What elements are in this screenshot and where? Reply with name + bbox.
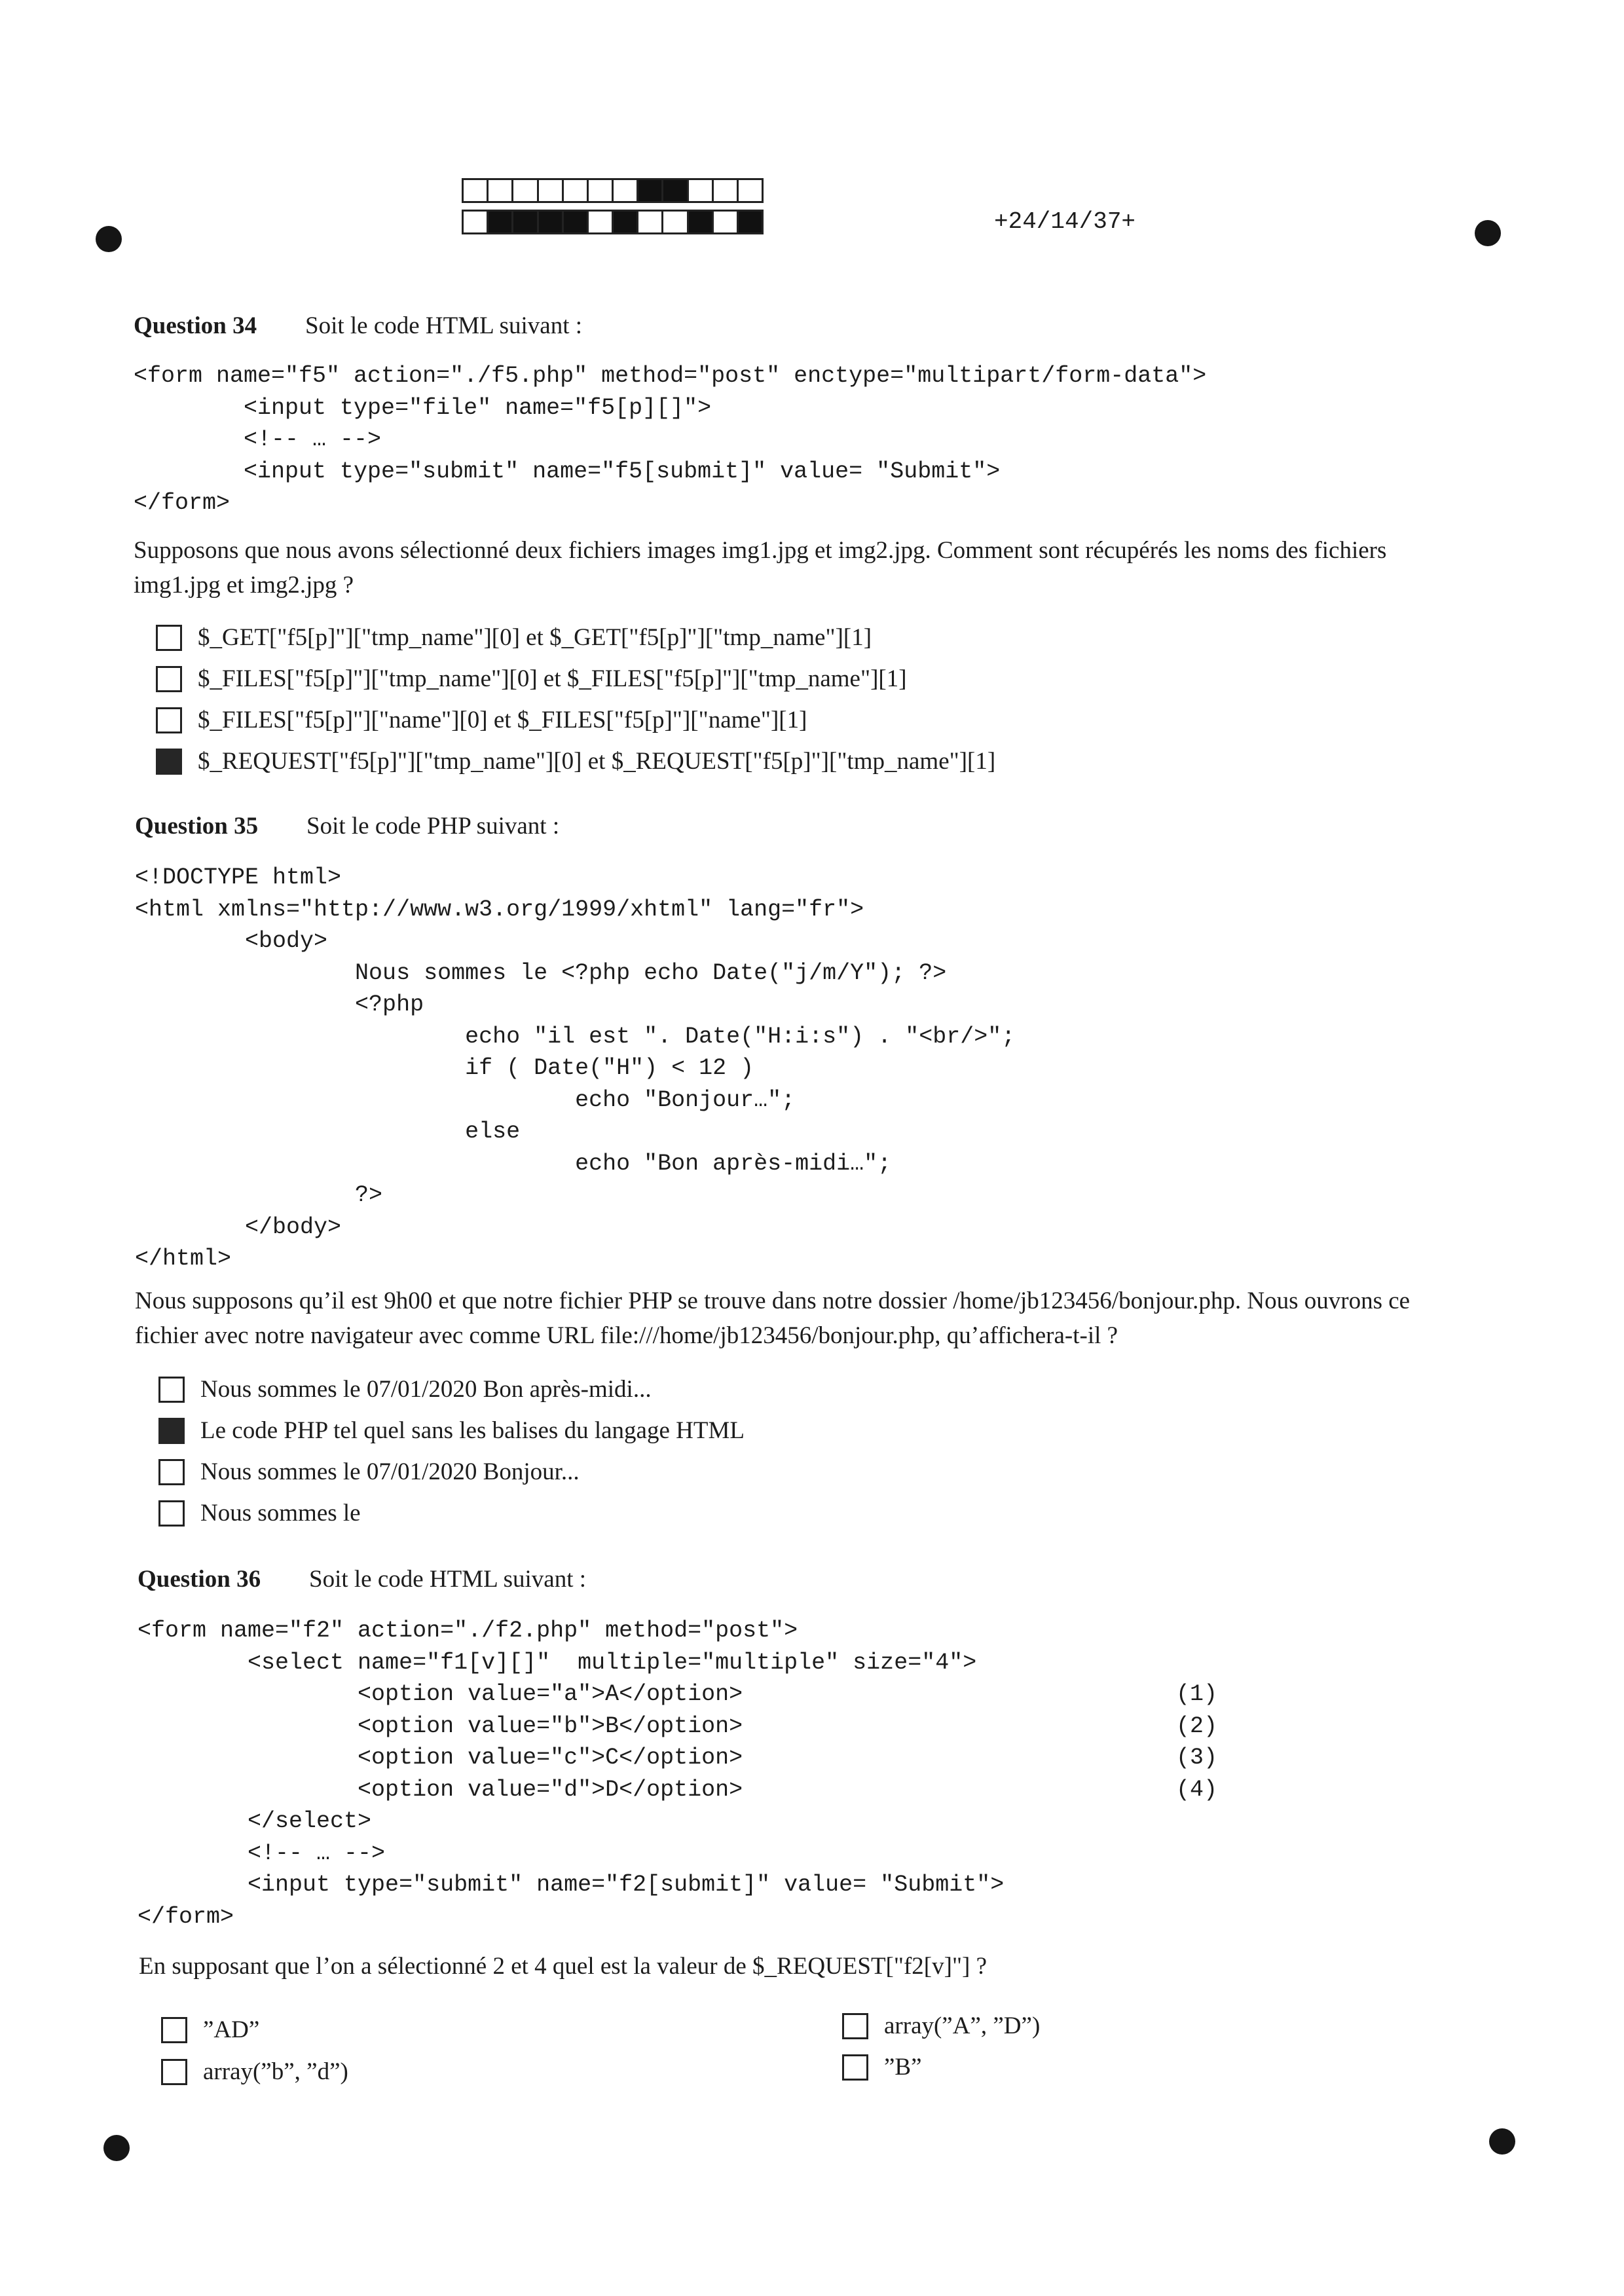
question-35-text: Nous supposons qu’il est 9h00 et que notre fichier PHP se trouve dans notre dossier /home/jb123456/bonjour.php. Nous ouvrons ce fichier avec notre navigateur avec comme URL file:///home/jb123456/bonjour.php, qu’affichera-t-il ? [135, 1287, 1411, 1349]
checkbox[interactable] [161, 2017, 187, 2043]
line-number: (2) [1176, 1713, 1218, 1739]
option-label: Nous sommes le [200, 1500, 361, 1527]
checkbox[interactable] [158, 1459, 185, 1485]
option-label: Le code PHP tel quel sans les balises du langage HTML [200, 1417, 745, 1444]
barcode-row-bottom [464, 210, 764, 234]
option-label: $_FILES["f5[p]"]["tmp_name"][0] et $_FILES["f5[p]"]["tmp_name"][1] [198, 665, 907, 692]
question-34-code: <form name="f5" action="./f5.php" method="post" enctype="multipart/form-data"> <input type="file" name="f5[p][]"> <!-- … --> <input type="submit" name="f5[submit]" value= "Submit"> </form> [134, 363, 1207, 516]
question-35-option-4[interactable] [158, 1499, 361, 1527]
option-label: array(”b”, ”d”) [203, 2058, 348, 2085]
option-label: $_GET["f5[p]"]["tmp_name"][0] et $_GET["f5[p]"]["tmp_name"][1] [198, 624, 872, 651]
option-label: $_REQUEST["f5[p]"]["tmp_name"][0] et $_REQUEST["f5[p]"]["tmp_name"][1] [198, 748, 996, 775]
checkbox[interactable] [156, 625, 182, 651]
question-35-option-1[interactable] [158, 1375, 652, 1403]
registration-mark-bottom-left [103, 2135, 130, 2161]
checkbox[interactable] [842, 2054, 868, 2081]
question-36-option-3[interactable] [842, 2012, 1040, 2040]
question-intro: Soit le code HTML suivant : [309, 1566, 587, 1593]
checkbox[interactable] [161, 2059, 187, 2085]
question-34-option-2[interactable] [156, 665, 907, 693]
question-36-option-4[interactable] [842, 2053, 922, 2081]
line-number: (4) [1176, 1776, 1218, 1803]
question-number: Question 34 [134, 312, 257, 339]
question-36-option-2[interactable] [161, 2058, 348, 2086]
option-label: ”B” [884, 2054, 922, 2081]
option-label: array(”A”, ”D”) [884, 2012, 1041, 2039]
question-35-option-2[interactable] [158, 1416, 745, 1445]
option-label: Nous sommes le 07/01/2020 Bonjour... [200, 1458, 580, 1485]
question-36-option-1[interactable] [161, 2016, 259, 2044]
question-34-heading [134, 312, 582, 340]
checkbox-checked[interactable] [158, 1418, 185, 1444]
checkbox-checked[interactable] [156, 749, 182, 775]
question-35-option-3[interactable] [158, 1458, 580, 1486]
checkbox[interactable] [842, 2013, 868, 2039]
question-number: Question 35 [135, 813, 259, 840]
page-id: +24/14/37+ [994, 208, 1136, 235]
option-label: $_FILES["f5[p]"]["name"][0] et $_FILES["f5[p]"]["name"][1] [198, 707, 807, 733]
checkbox[interactable] [156, 707, 182, 733]
line-number: (3) [1176, 1745, 1218, 1771]
question-34-option-3[interactable] [156, 706, 807, 734]
checkbox[interactable] [158, 1377, 185, 1403]
question-intro: Soit le code HTML suivant : [305, 312, 583, 339]
registration-mark-top-right [1475, 220, 1501, 246]
question-36-code: <form name="f2" action="./f2.php" method="post"> <select name="f1[v][]" multiple="multiple" size="4"> <option value="a">A</option> <option value="b">B</option> <option value="c">C</option> <option value="d">D</option> </select> <!-- … --> <input type="submit" name="f2[submit]" value= "Submit"> </form> [138, 1618, 1005, 1930]
question-36-heading [138, 1565, 586, 1593]
question-34-text: Supposons que nous avons sélectionné deux fichiers images img1.jpg et img2.jpg. Comment sont récupérés les noms des fichiers img1.jpg et img2.jpg ? [134, 537, 1387, 599]
checkbox[interactable] [156, 666, 182, 692]
question-number: Question 36 [138, 1566, 261, 1593]
registration-mark-bottom-right [1489, 2128, 1515, 2155]
line-number: (1) [1176, 1681, 1218, 1707]
option-label: Nous sommes le 07/01/2020 Bon après-midi... [200, 1376, 652, 1403]
question-36-text: En supposant que l’on a sélectionné 2 et 4 quel est la valeur de $_REQUEST["f2[v]"] ? [139, 1953, 987, 1980]
barcode-row-top [464, 178, 764, 203]
question-34-option-1[interactable] [156, 623, 872, 652]
question-34-option-4[interactable] [156, 747, 995, 775]
option-line-numbers [1176, 1678, 1217, 1805]
option-label: ”AD” [203, 2016, 260, 2043]
question-35-heading [135, 812, 559, 840]
question-intro: Soit le code PHP suivant : [306, 813, 560, 840]
checkbox[interactable] [158, 1500, 185, 1527]
registration-mark-top-left [96, 226, 122, 252]
question-35-code: <!DOCTYPE html> <html xmlns="http://www.w3.org/1999/xhtml" lang="fr"> <body> Nous sommes le <?php echo Date("j/m/Y"); ?> <?php echo "il est ". Date("H:i:s") . "<br/>"; if ( Date("H") < 12 ) echo "Bonjour…"; else echo "Bon après-midi…"; ?> </body> </html> [135, 864, 1016, 1272]
